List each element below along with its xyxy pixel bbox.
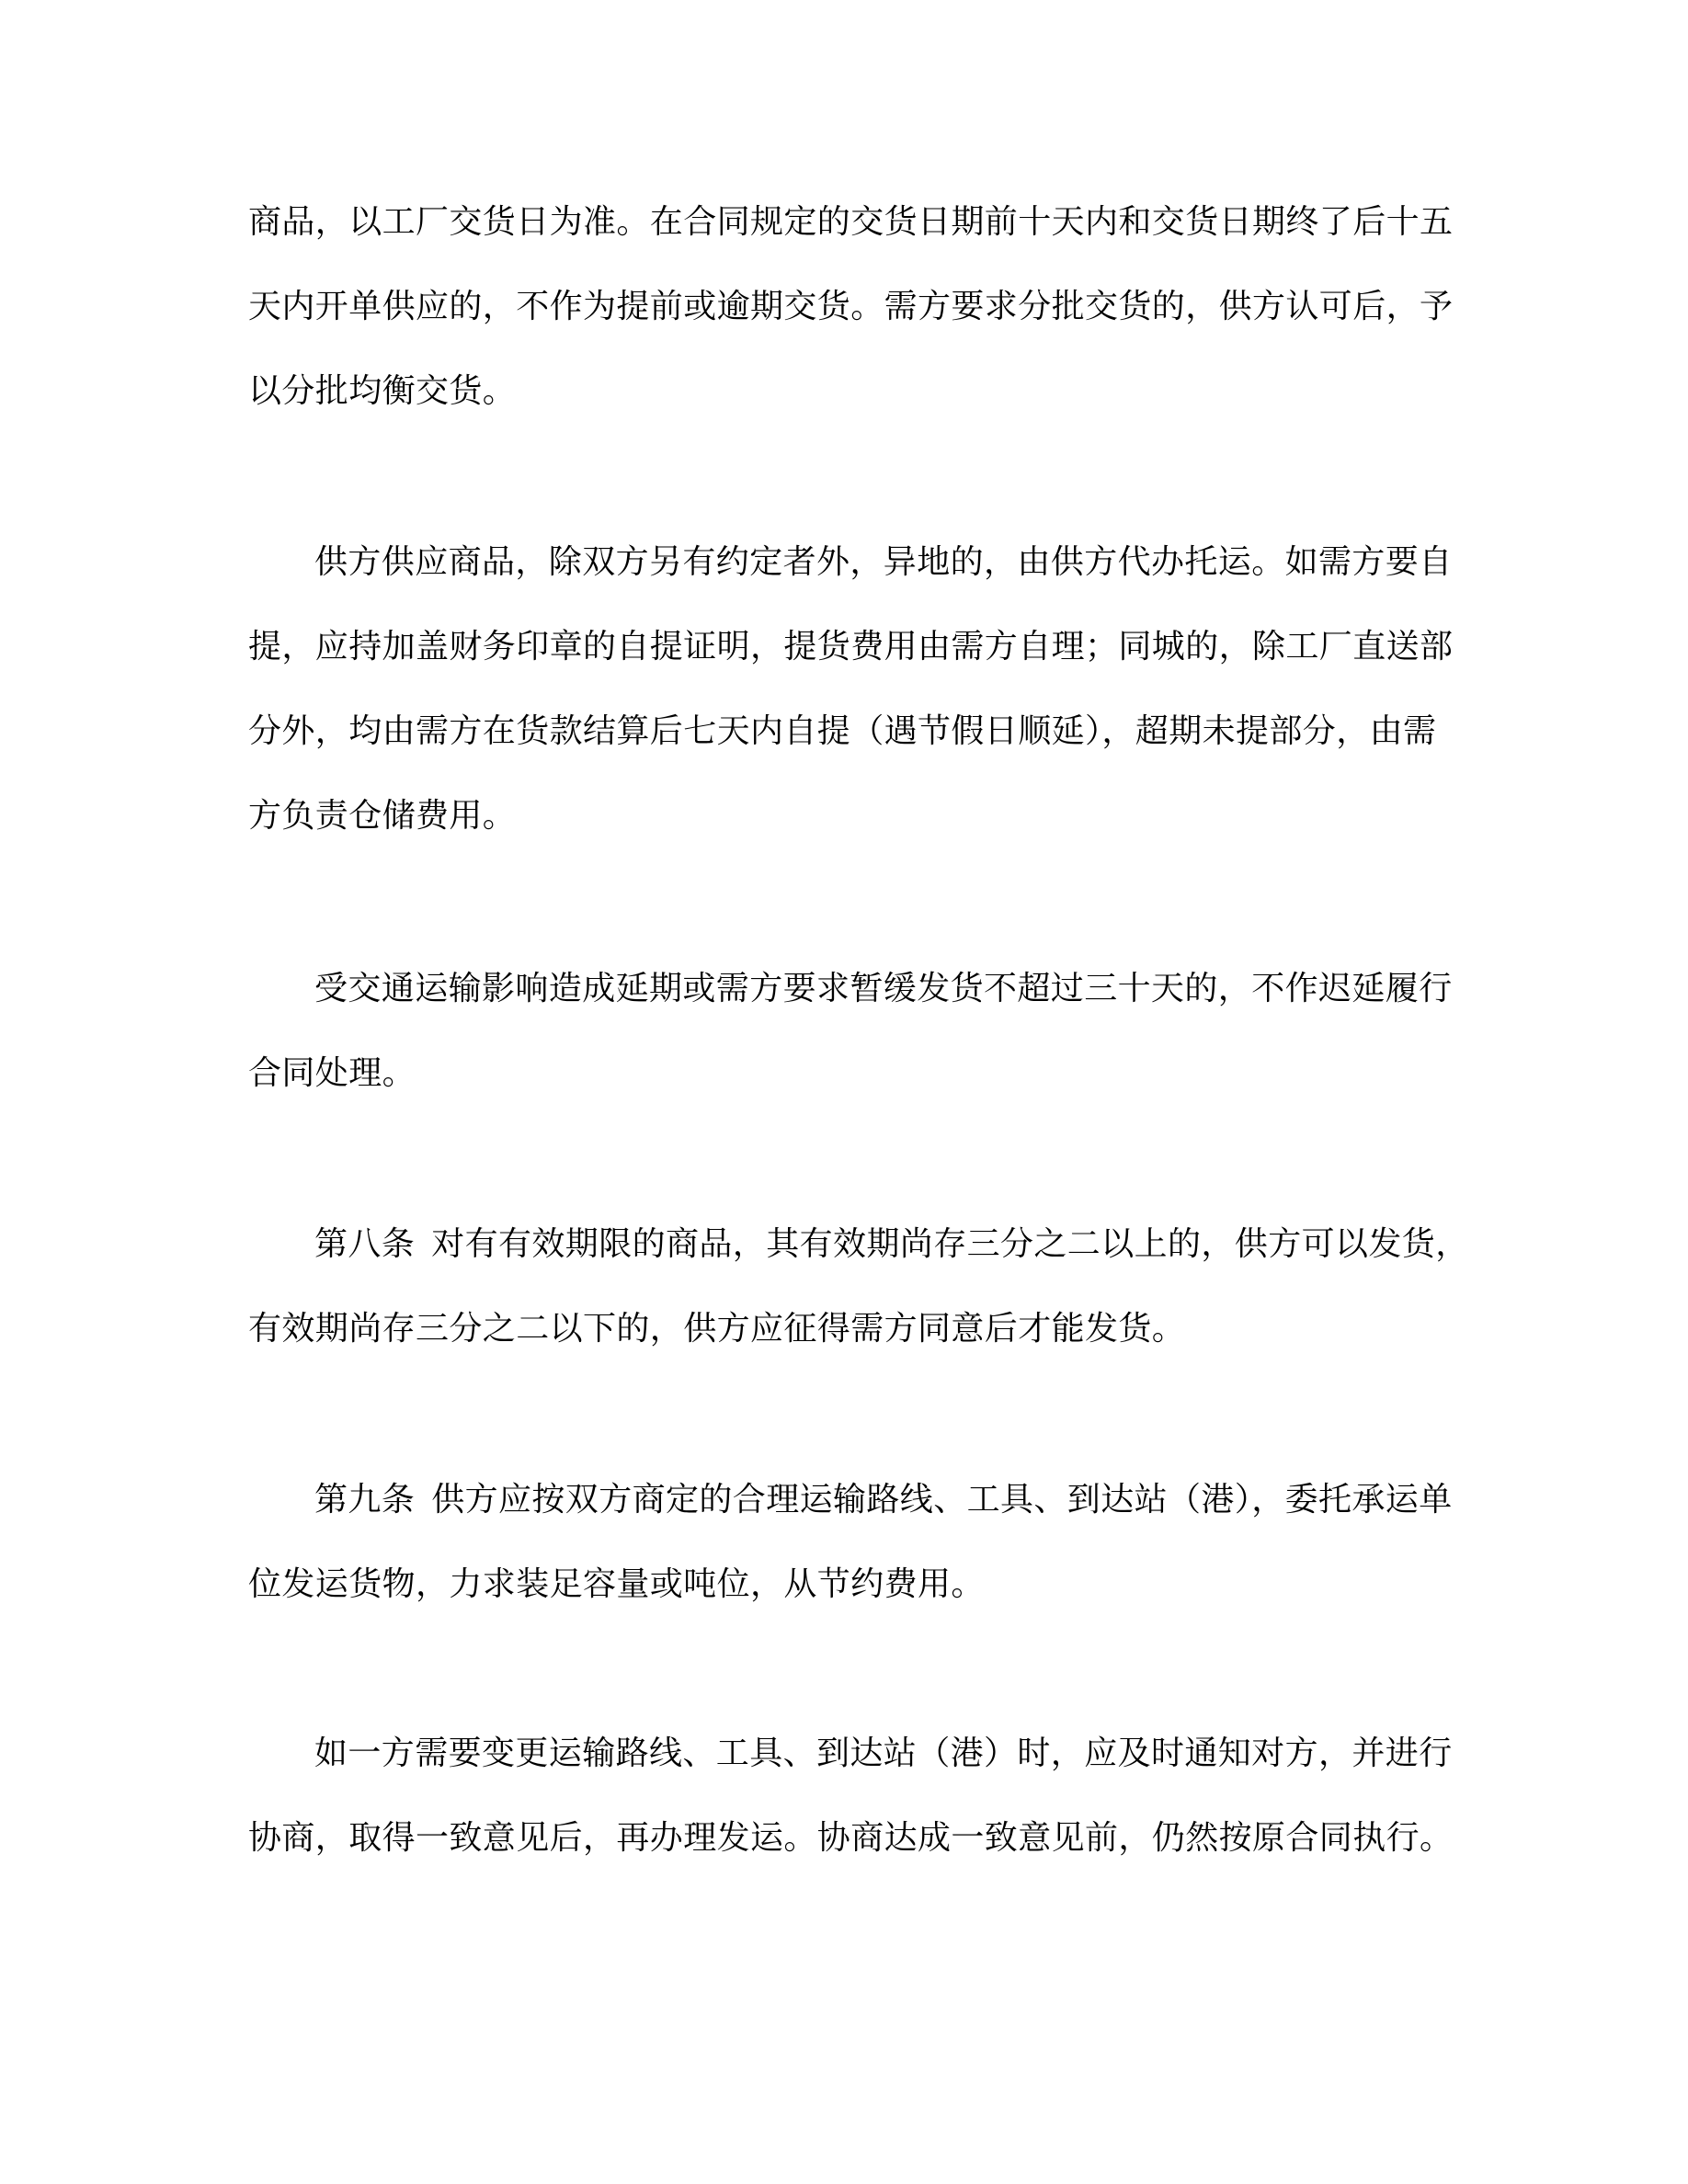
paragraph-article-9 (248, 1458, 1453, 1627)
text-line: 以分批均衡交货。 (248, 372, 517, 410)
text-line (248, 1202, 1469, 1287)
text-line (248, 1458, 1453, 1542)
text-line: 提，应持加盖财务印章的自提证明，提货费用由需方自理；同城的，除工厂直送部 (248, 628, 1454, 665)
text-line: 协商，取得一致意见后，再办理发运。协商达成一致意见前，仍然按原合同执行。 (248, 1819, 1454, 1857)
article-number: 第八条 (314, 1225, 416, 1263)
text-line: 商品，以工厂交货日为准。在合同规定的交货日期前十天内和交货日期终了后十五 (248, 203, 1454, 241)
article-number: 第九条 (314, 1481, 416, 1519)
text-line: 位发运货物，力求装足容量或吨位，从节约费用。 (248, 1565, 985, 1603)
text-line: 合同处理。 (248, 1054, 416, 1092)
paragraph-shipping (248, 520, 1454, 859)
text-line: 天内开单供应的，不作为提前或逾期交货。需方要求分批交货的，供方认可后，予 (248, 288, 1454, 325)
paragraph-delivery-date (248, 180, 1454, 434)
text-line: 方负责仓储费用。 (248, 797, 517, 835)
text-line: 分外，均由需方在货款结算后七天内自提（遇节假日顺延），超期未提部分，由需 (248, 712, 1437, 750)
paragraph-route-change (248, 1712, 1454, 1881)
paragraph-transport-delay (248, 947, 1453, 1116)
text-line: 有效期尚存三分之二以下的，供方应征得需方同意后才能发货。 (248, 1310, 1186, 1348)
text-line: 如一方需要变更运输路线、工具、到达站（港）时，应及时通知对方，并进行 (314, 1735, 1453, 1772)
text-line: 受交通运输影响造成延期或需方要求暂缓发货不超过三十天的，不作迟延履行 (314, 970, 1453, 1007)
text-line: 供方供应商品，除双方另有约定者外，异地的，由供方代办托运。如需方要自 (314, 543, 1453, 581)
paragraph-article-8 (248, 1202, 1469, 1371)
article-text: 对有有效期限的商品，其有效期尚存三分之二以上的，供方可以发货， (431, 1225, 1469, 1263)
article-text: 供方应按双方商定的合理运输路线、工具、到达站（港），委托承运单 (431, 1481, 1453, 1519)
